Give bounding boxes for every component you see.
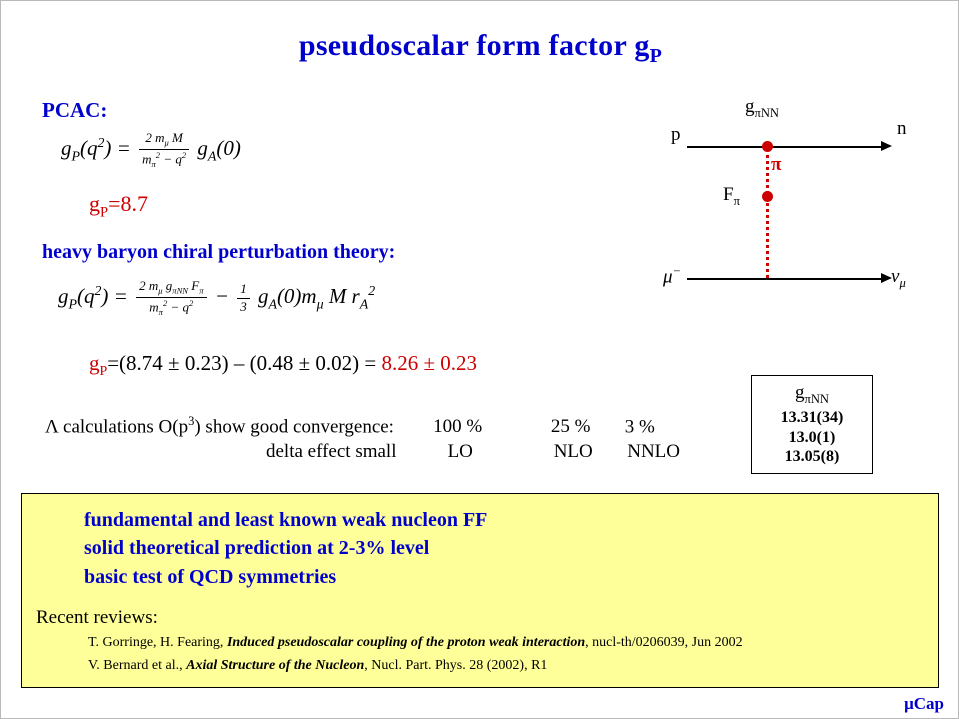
eq2-rhs-sub: A xyxy=(268,296,277,312)
gp2-result: 8.26 ± 0.23 xyxy=(381,351,477,375)
gp2-expression: =(8.74 ± 0.23) – (0.48 ± 0.02) = xyxy=(107,351,377,375)
gpinn-value-1: 13.31(34) xyxy=(780,409,844,427)
gpinn-value-2: 13.0(1) xyxy=(788,428,836,446)
eq2-rhs-tail-sub: μ xyxy=(316,296,324,312)
diagram-coupling-subscript: πNN xyxy=(754,105,779,120)
eq2-rhs-tail2-sub: A xyxy=(359,296,369,312)
reference-authors: T. Gorringe, H. Fearing, xyxy=(88,635,227,650)
eq2-rhs: g xyxy=(257,284,269,309)
eq1-den-tail-sup: 2 xyxy=(181,150,187,161)
diagram-neutrino-subscript: μ xyxy=(899,275,906,290)
summary-bullet-1: fundamental and least known weak nucleon FF xyxy=(84,509,488,531)
eq2-num-sub: μ xyxy=(158,285,163,296)
eq2-num-lead: 2 m xyxy=(139,278,159,293)
feynman-diagram xyxy=(649,96,939,311)
gpinn-box-subscript: πNN xyxy=(804,391,829,406)
eq1-frac-denominator xyxy=(139,150,189,170)
eq1-arg: (q xyxy=(79,136,98,161)
eq2-den-lead: m xyxy=(149,299,159,315)
summary-bullets xyxy=(84,506,487,591)
eq2-arg: (q xyxy=(76,284,95,309)
page-title-main: pseudoscalar form factor g xyxy=(298,29,650,62)
gp2-symbol: g xyxy=(89,351,100,375)
eq1-den-sup: 2 xyxy=(155,150,161,161)
diagram-fpi-label xyxy=(723,184,740,209)
eq2-arg-sup: 2 xyxy=(94,283,102,299)
eq1-den-sub: π xyxy=(151,159,156,170)
diagram-neutron-label: n xyxy=(897,118,907,139)
eq2-third-num: 1 xyxy=(237,282,250,299)
convergence-pct-nnlo: 3 % xyxy=(624,416,655,438)
equation-hbchpt xyxy=(58,279,375,318)
pcac-label: PCAC: xyxy=(42,98,108,122)
gp2-symbol-sub: P xyxy=(99,363,108,379)
eq2-rhs-tail2: M r xyxy=(323,284,360,309)
eq1-frac-numerator xyxy=(139,131,189,150)
page-title xyxy=(1,29,959,68)
lepton-arrow-icon xyxy=(881,273,892,283)
gp-value-text: =8.7 xyxy=(108,191,148,216)
page-title-subscript: P xyxy=(649,45,663,67)
eq1-num-tail: M xyxy=(168,130,183,145)
eq1-den-tail: − q xyxy=(160,151,182,167)
reference-title: Axial Structure of the Nucleon xyxy=(186,658,365,673)
eq2-rhs-tail: (0)m xyxy=(276,284,317,309)
nucleon-arrow-icon xyxy=(881,141,892,151)
eq2-arg-close: ) = xyxy=(101,284,128,309)
eq2-den-tail-sup: 2 xyxy=(189,298,194,309)
gp-value-pcac xyxy=(89,191,148,221)
order-label-nnlo: NNLO xyxy=(627,441,681,462)
eq1-arg-close: ) = xyxy=(104,136,131,161)
diagram-neutrino-symbol: ν xyxy=(891,266,900,287)
convergence-tail: ) show good convergence: xyxy=(194,416,394,438)
summary-bullet-3: basic test of QCD symmetries xyxy=(84,565,337,588)
reference-rest: , Nucl. Part. Phys. 28 (2002), R1 xyxy=(364,658,548,673)
diagram-fpi-subscript: π xyxy=(733,193,740,208)
convergence-order-sup: 3 xyxy=(188,414,195,428)
eq2-num xyxy=(136,279,206,298)
gp-symbol: g xyxy=(89,191,100,216)
order-label-nlo: NLO xyxy=(553,441,593,462)
eq2-num-mid-sub: πNN xyxy=(172,285,189,296)
reference-rest: , nucl-th/0206039, Jun 2002 xyxy=(585,635,743,650)
pion-nucleon-vertex-dot xyxy=(762,141,773,152)
eq1-num-lead: 2 m xyxy=(145,130,165,145)
hbchpt-label: heavy baryon chiral perturbation theory: xyxy=(42,241,396,263)
convergence-lead: Λ calculations O(p xyxy=(45,416,189,438)
diagram-muon-charge: − xyxy=(672,264,682,278)
diagram-proton-label: p xyxy=(671,124,681,145)
order-label-lo: LO xyxy=(447,441,473,462)
gpinn-value-box xyxy=(751,375,873,474)
diagram-coupling-label xyxy=(745,96,779,121)
eq2-fraction-third xyxy=(237,282,250,314)
eq2-den-tail: − q xyxy=(167,299,190,315)
eq1-lhs-sub: P xyxy=(71,148,80,164)
gp-symbol-sub: P xyxy=(100,204,109,221)
equation-pcac xyxy=(61,131,241,170)
convergence-line-1 xyxy=(45,414,655,438)
eq1-rhs-tail: (0) xyxy=(216,136,241,161)
reviews-heading: Recent reviews: xyxy=(36,607,158,628)
eq1-den-lead: m xyxy=(142,151,152,167)
gp-value-hbchpt xyxy=(89,351,477,379)
eq2-lhs-sub: P xyxy=(68,296,77,312)
pion-decay-vertex-dot xyxy=(762,191,773,202)
eq1-rhs: g xyxy=(197,136,208,161)
eq2-lhs: g xyxy=(58,284,69,309)
eq1-lhs: g xyxy=(61,136,72,161)
eq1-num-sub: μ xyxy=(164,137,169,148)
eq2-rhs-tail2-sup: 2 xyxy=(368,283,376,299)
convergence-pct-lo: 100 % xyxy=(433,416,483,438)
diagram-neutrino-label xyxy=(891,266,906,291)
diagram-pion-label: π xyxy=(771,154,782,175)
reference-authors: V. Bernard et al., xyxy=(88,658,187,673)
eq2-den-sub: π xyxy=(158,307,163,318)
reference-item xyxy=(88,635,743,651)
eq2-den xyxy=(136,298,206,318)
eq2-num-tail: F xyxy=(188,278,200,293)
footer-label: μCap xyxy=(904,694,944,713)
eq2-num-tail-sub: π xyxy=(199,285,204,296)
convergence-line-2 xyxy=(266,441,680,463)
summary-bullet-2: solid theoretical prediction at 2-3% level xyxy=(84,537,430,560)
diagram-fpi-symbol: F xyxy=(723,184,734,205)
diagram-muon-label xyxy=(663,264,681,288)
eq2-den-sup: 2 xyxy=(162,298,168,309)
eq1-fraction xyxy=(139,131,189,170)
gpinn-value-3: 13.05(8) xyxy=(784,448,840,466)
eq2-num-mid: g xyxy=(162,278,173,293)
convergence-pct-nlo: 25 % xyxy=(550,416,591,438)
eq2-minus: − xyxy=(214,284,229,309)
pion-propagator-line xyxy=(766,148,769,278)
diagram-coupling-symbol: g xyxy=(745,96,755,117)
reference-item xyxy=(88,658,547,674)
eq1-arg-sup: 2 xyxy=(97,135,105,151)
reference-title: Induced pseudoscalar coupling of the proton weak interaction xyxy=(226,635,586,650)
gpinn-box-header xyxy=(752,381,872,408)
eq1-rhs-sub: A xyxy=(207,148,217,164)
delta-effect-label: delta effect small xyxy=(266,441,397,462)
summary-panel xyxy=(21,493,939,688)
lepton-line xyxy=(687,278,887,280)
gpinn-box-symbol: g xyxy=(795,382,805,403)
diagram-muon-symbol: μ xyxy=(663,266,673,288)
nucleon-line xyxy=(687,146,887,148)
eq2-fraction-main xyxy=(136,279,206,318)
eq2-third-den: 3 xyxy=(240,298,247,314)
